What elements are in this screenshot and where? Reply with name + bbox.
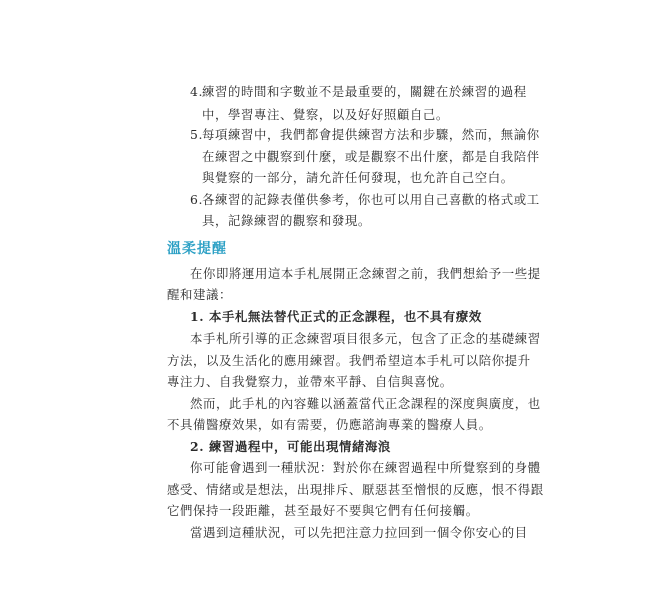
section-heading: 溫柔提醒 [167,241,227,257]
list-item-line: 各練習的記錄表僅供參考，你也可以用自己喜歡的格式或工 [202,192,540,207]
list-item-line: 練習的時間和字數並不是最重要的，關鍵在於練習的過程 [202,84,527,99]
list-item-line: 具，記錄練習的觀察和發現。 [202,213,371,228]
subheading: 1. 本手札無法替代正式的正念課程，也不具有療效 [190,309,482,324]
paragraph-line: 不具備醫療效果，如有需要，仍應諮詢專業的醫療人員。 [167,417,492,432]
list-item-line: 與覺察的一部分，請允許任何發現，也允許自己空白。 [202,170,514,185]
subheading: 2. 練習過程中，可能出現情緒海浪 [190,439,391,454]
paragraph-line: 它們保持一段距離，甚至最好不要與它們有任何接觸。 [167,503,479,518]
list-item-line: 中，學習專注、覺察，以及好好照顧自己。 [202,107,449,122]
paragraph-line: 你可能會遇到一種狀況：對於你在練習過程中所覺察到的身體 [190,460,541,475]
paragraph-line: 專注力、自我覺察力，並帶來平靜、自信與喜悅。 [167,374,453,389]
paragraph-line: 當遇到這種狀況，可以先把注意力拉回到一個令你安心的目 [190,525,528,540]
paragraph-line: 然而，此手札的內容難以涵蓋當代正念課程的深度與廣度，也 [190,396,541,411]
paragraph-line: 方法，以及生活化的應用練習。我們希望這本手札可以陪你提升 [167,353,531,368]
list-number: 4. [190,84,204,99]
list-item-line: 每項練習中，我們都會提供練習方法和步驟，然而，無論你 [202,127,540,142]
list-number: 5. [190,127,204,142]
list-item-line: 在練習之中觀察到什麼，或是觀察不出什麼，都是自我陪伴 [202,149,540,164]
paragraph-line: 醒和建議： [167,287,232,302]
list-number: 6. [190,192,204,207]
paragraph-line: 感受、情緒或是想法，出現排斥、厭惡甚至憎恨的反應，恨不得跟 [167,482,544,497]
paragraph-line: 在你即將運用這本手札展開正念練習之前，我們想給予一些提 [190,266,541,281]
paragraph-line: 本手札所引導的正念練習項目很多元，包含了正念的基礎練習 [190,331,541,346]
